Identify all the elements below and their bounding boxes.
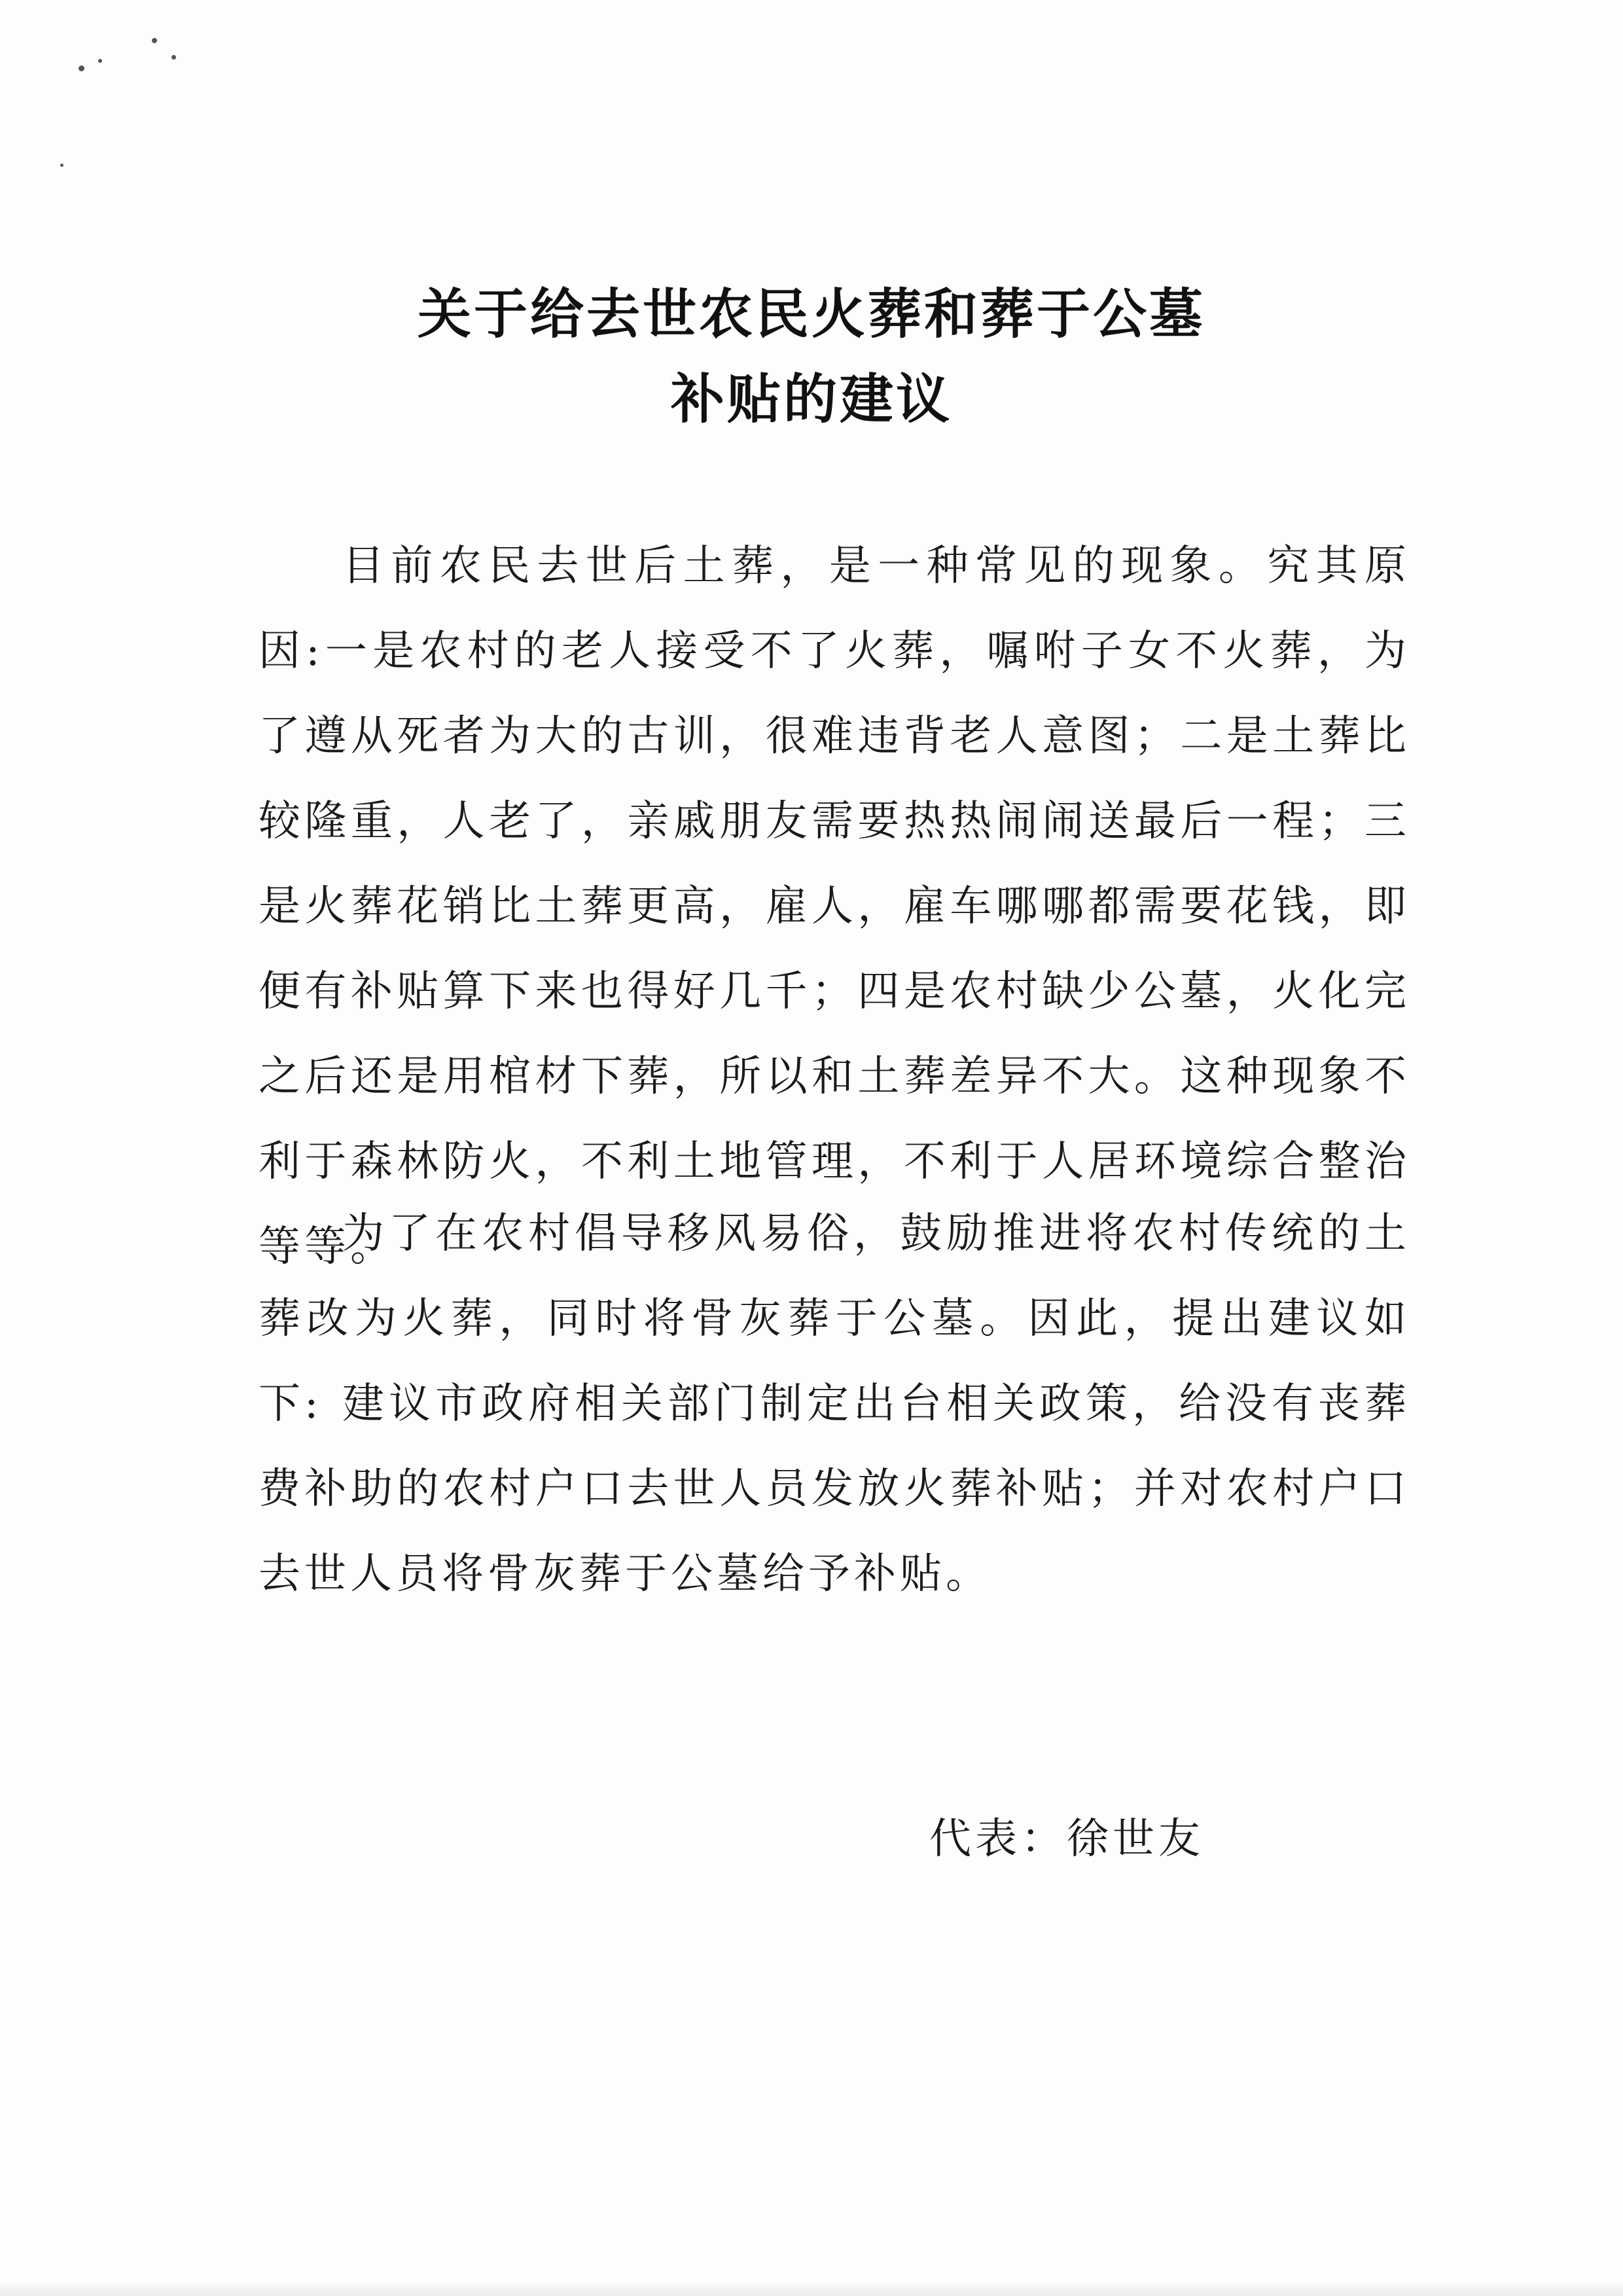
scan-speck (171, 55, 176, 60)
signature: 代表：徐世友 (929, 1815, 1204, 1863)
scan-speck (60, 164, 63, 167)
paragraph-proposal: 建议市政府相关部门制定出台相关政策，给没有丧葬费补助的农村户口去世人员发放火葬补贴；并对农村户口去世人员将骨灰葬于公墓给予补贴。 (259, 1380, 1410, 1598)
scan-bottom-edge (0, 2284, 1623, 2296)
scan-speck (98, 59, 102, 63)
document-title-line-1: 关于给去世农民火葬和葬于公墓 (417, 283, 1205, 346)
paragraph-reasons: 目前农民去世后土葬，是一种常见的现象。究其原因:一是农村的老人接受不了火葬，嘱咐子女不火葬，为了遵从死者为大的古训，很难违背老人意图；二是土葬比较隆重，人老了，亲戚朋友需要热热闹闹送最后一程；三是火葬花销比土葬更高，雇人，雇车哪哪都需要花钱，即便有补贴算下来也得好几千；四是农村缺少公墓，火化完之后还是用棺材下葬，所以和土葬差异不大。这种现象不利于森林防火，不利土地管理，不利于人居环境综合整治等等。 (259, 542, 1410, 1271)
document-title-line-2: 补贴的建议 (670, 368, 952, 431)
paragraph-purpose: 为了在农村倡导移风易俗，鼓励推进将农村传统的土葬改为火葬，同时将骨灰葬于公墓。因此，提出建议如下: (259, 1210, 1410, 1428)
scan-speck (79, 65, 84, 71)
scan-speck (152, 38, 157, 43)
